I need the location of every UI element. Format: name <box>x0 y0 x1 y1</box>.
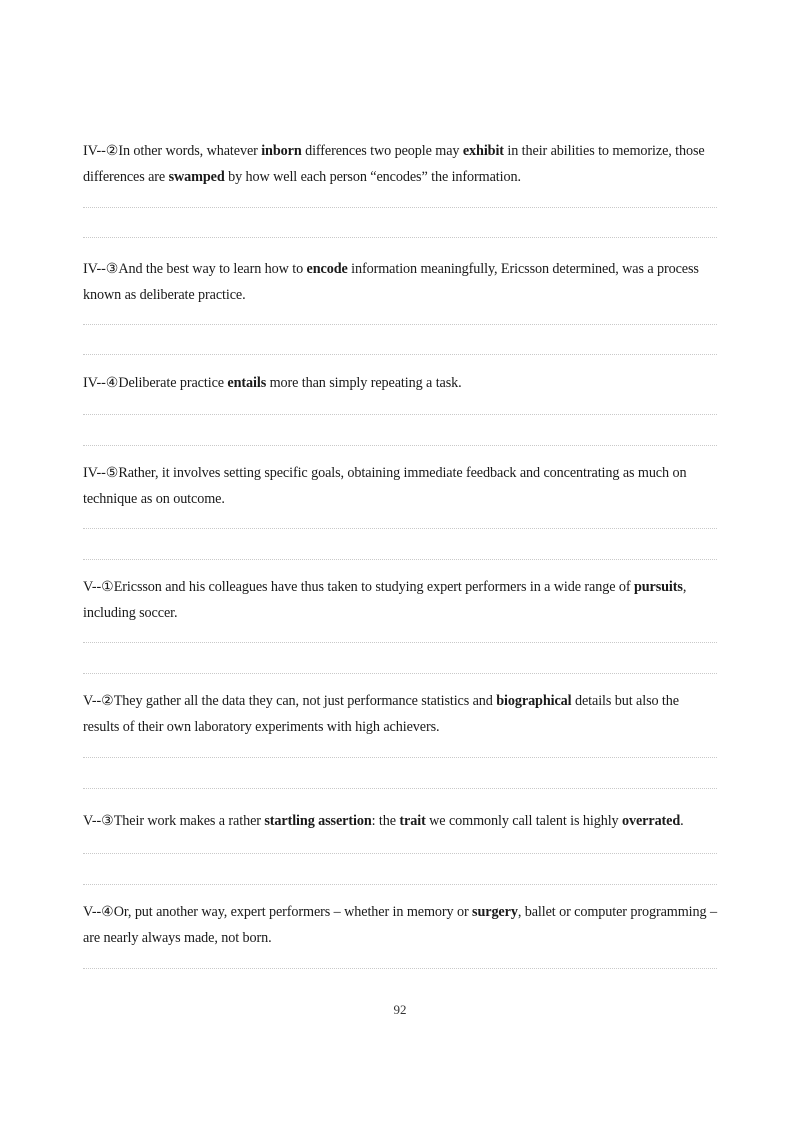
answer-line <box>83 324 717 325</box>
sentence-v-1 <box>83 574 717 626</box>
answer-line <box>83 237 717 238</box>
answer-line <box>83 354 717 355</box>
answer-line <box>83 642 717 643</box>
sentence-text: IV--⑤Rather, it involves setting specific goals, obtaining immediate feedback and concentrating as much on technique as on outcome. <box>83 465 687 507</box>
sentence-v-3 <box>83 808 717 834</box>
page-number: 92 <box>393 1002 407 1017</box>
answer-line <box>83 853 717 854</box>
sentence-v-4 <box>83 899 717 951</box>
answer-line <box>83 673 717 674</box>
sentence-text: V--④Or, put another way, expert performers – whether in memory or surgery, ballet or computer programming – are nearly always made, not born. <box>83 904 717 946</box>
sentence-text: IV--③And the best way to learn how to encode information meaningfully, Ericsson determined, was a process known as deliberate practice. <box>83 261 699 303</box>
answer-line <box>83 559 717 560</box>
sentence-iv-4 <box>83 370 717 396</box>
sentence-text: V--①Ericsson and his colleagues have thus taken to studying expert performers in a wide range of pursuits, including soccer. <box>83 579 687 621</box>
answer-line <box>83 757 717 758</box>
sentence-text: IV--②In other words, whatever inborn differences two people may exhibit in their abilities to memorize, those differences are swamped by how well each person “encodes” the information. <box>83 143 705 185</box>
answer-line <box>83 414 717 415</box>
answer-line <box>83 207 717 208</box>
answer-line <box>83 788 717 789</box>
answer-line <box>83 884 717 885</box>
sentence-text: V--②They gather all the data they can, not just performance statistics and biographical details but also the results of their own laboratory experiments with high achievers. <box>83 693 679 735</box>
sentence-iv-3 <box>83 256 717 308</box>
answer-line <box>83 968 717 969</box>
sentence-v-2 <box>83 688 717 740</box>
sentence-text: V--③Their work makes a rather startling assertion: the trait we commonly call talent is highly overrated. <box>83 813 684 829</box>
sentence-iv-2 <box>83 138 717 190</box>
answer-line <box>83 445 717 446</box>
sentence-iv-5 <box>83 460 717 512</box>
sentence-text: IV--④Deliberate practice entails more than simply repeating a task. <box>83 375 462 391</box>
answer-line <box>83 528 717 529</box>
